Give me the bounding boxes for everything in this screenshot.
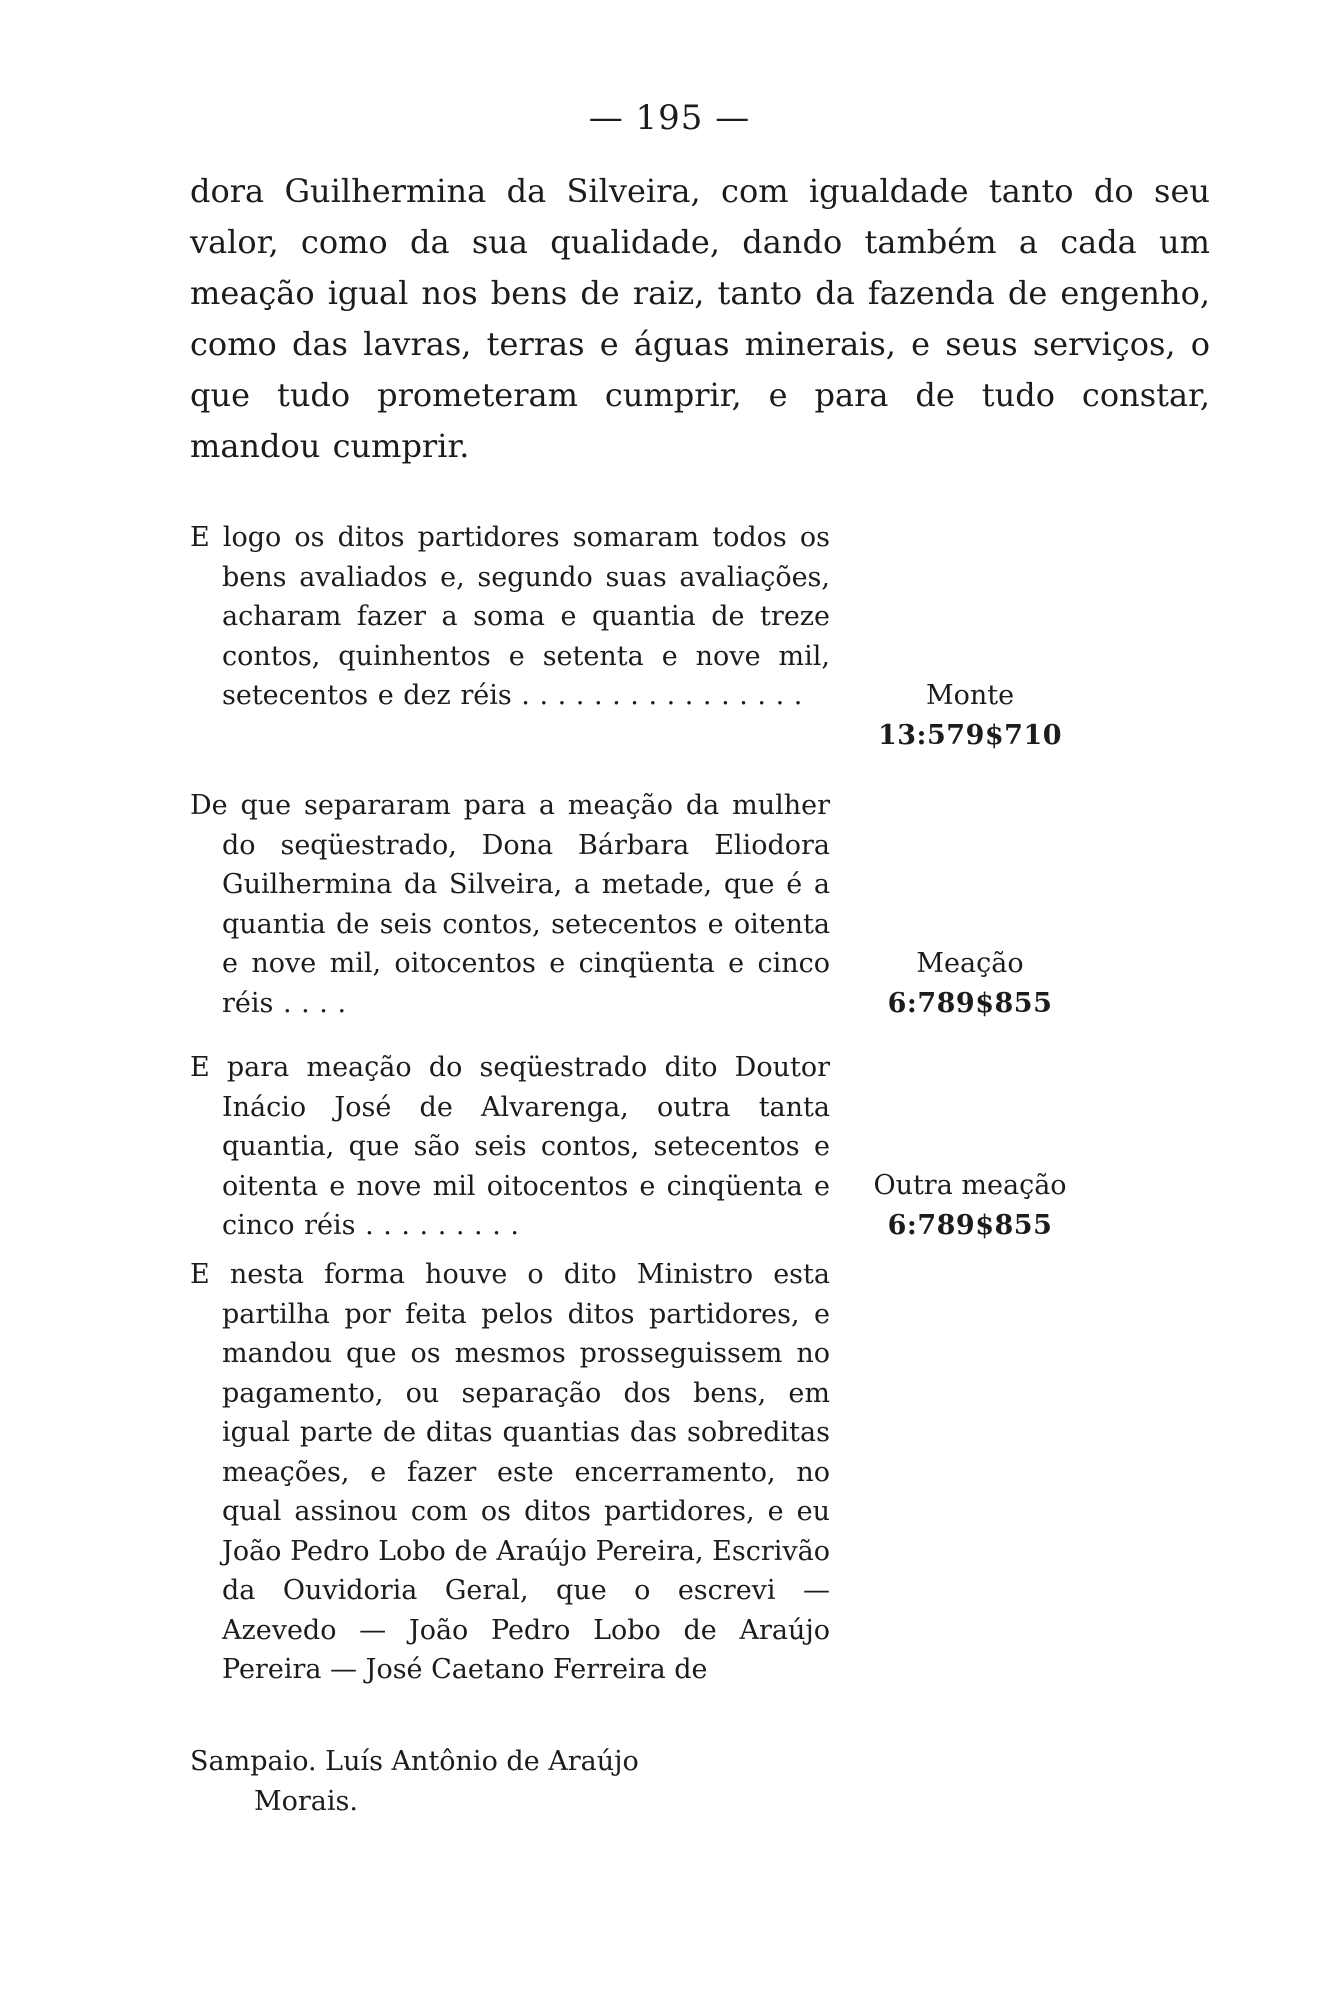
entry-meacao-amount: 6:789$855 <box>887 987 1053 1019</box>
closing-paragraph: E nesta forma houve o dito Ministro esta partilha por feita pelos ditos partidores, e mandou que os mesmos prosseguissem no pagamento, ou separação dos bens, em igual parte de ditas quantias das sobreditas meações, e fazer este encerramento, no qual assinou com os ditos partidores, e eu João Pedro Lobo de Araújo Pereira, Escrivão da Ouvidoria Geral, que o escrevi — Azevedo — João Pedro Lobo de Araújo Pereira — José Caetano Ferreira de <box>190 1259 830 1685</box>
entry-monte-amount: 13:579$710 <box>877 719 1063 751</box>
entry-meacao-side <box>850 944 1090 1023</box>
entry-meacao-label: Meação <box>916 948 1024 979</box>
intro-paragraph: dora Guilhermina da Silveira, com igualdade tanto do seu valor, como da sua qualidade, dando também a cada um meação igual nos bens de raiz, tanto da fazenda de engenho, como das lavras, terras e águas minerais, e seus serviços, o que tudo prometeram cumprir, e para de tudo constar, mandou cumprir. <box>190 172 1210 465</box>
signatures <box>190 1742 830 1822</box>
entry-outra-meacao-amount: 6:789$855 <box>887 1209 1053 1241</box>
entry-outra-meacao-side <box>850 1166 1090 1245</box>
signature-line-2: Morais. <box>254 1786 358 1817</box>
entry-meacao-text: De que separaram para a meação da mulher do seqüestrado, Dona Bárbara Eliodora Guilhermina da Silveira, a metade, que é a quantia de seis contos, setecentos e oitenta e nove mil, oitocentos e cinqüenta e cinco réis . . . . <box>190 790 830 1019</box>
page-number: — 195 — <box>588 98 751 138</box>
entry-outra-meacao-text: E para meação do seqüestrado dito Doutor Inácio José de Alvarenga, outra tanta quantia, que são seis contos, setecentos e oitenta e nove mil oitocentos e cinqüenta e cinco réis . . . . . . . . . <box>190 1052 830 1241</box>
entry-outra-meacao-label: Outra meação <box>873 1170 1067 1201</box>
signature-line-1: Sampaio. Luís Antônio de Araújo <box>190 1746 639 1777</box>
entry-monte-text: E logo os ditos partidores somaram todos os bens avaliados e, segundo suas avaliações, acharam fazer a soma e quantia de treze contos, quinhentos e setenta e nove mil, setecentos e dez réis . . . . . . . . . . . . . . . . <box>190 522 830 711</box>
entry-monte-label: Monte <box>925 680 1015 711</box>
entry-monte-side <box>850 676 1090 755</box>
